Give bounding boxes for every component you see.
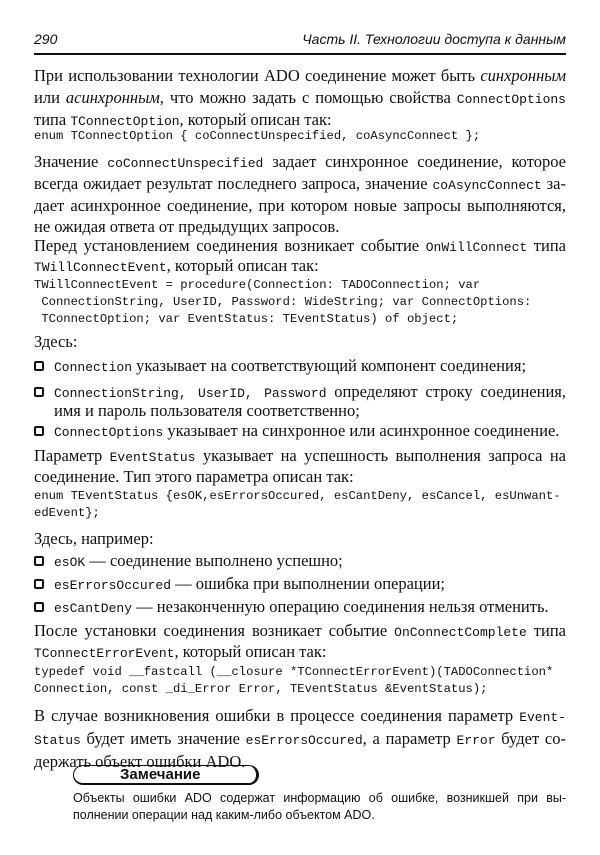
note-title: Замечание — [73, 765, 259, 785]
text-span: определяют строку соединения, — [326, 382, 566, 401]
text-span: Здесь, например: — [34, 529, 154, 548]
code-line: enum TConnectOption { coConnectUnspecified, coAsyncConnect }; — [34, 129, 481, 143]
header-rule — [34, 53, 566, 55]
text-span: , который описан так: — [174, 642, 327, 661]
text-line — [34, 196, 566, 216]
text-line — [34, 529, 566, 549]
text-span: , который описан так: — [179, 110, 332, 129]
text-span: указывает на соответствующий компонент соединения; — [132, 356, 527, 375]
code-identifier: coAsyncConnect — [432, 178, 542, 193]
bullet-square-icon — [34, 579, 44, 589]
text-span: — соединение выполнено успешно; — [85, 551, 343, 570]
list-item — [54, 551, 566, 571]
text-span: соединение. Тип этого параметра описан так: — [34, 467, 354, 486]
text-span: — ошибка при выполнении операции; — [171, 574, 446, 593]
bullet-square-icon — [34, 361, 44, 371]
text-span: имя и пароль пользователя соответственно; — [54, 401, 360, 420]
text-line — [34, 706, 566, 726]
text-span: всегда ожидает результат последнего запроса, значение — [34, 174, 433, 193]
text-span: держать объект ошибки ADO. — [34, 752, 246, 771]
code-identifier: EventStatus — [109, 450, 196, 465]
text-line — [54, 401, 566, 421]
code-identifier: Connection — [54, 360, 133, 375]
code-identifier: Event- — [519, 710, 566, 725]
code-line: edEvent}; — [34, 506, 100, 520]
list-item — [54, 356, 566, 376]
text-line — [34, 446, 566, 466]
code-identifier: Error — [456, 733, 496, 748]
text-span: задает синхронное соединение, которое — [263, 152, 566, 171]
text-span: В случае возникновения ошибки в процессе соединения параметр — [34, 706, 520, 725]
text-line — [34, 467, 566, 487]
text-line — [34, 110, 566, 130]
bullet-square-icon — [34, 387, 44, 397]
code-identifier: Status — [34, 733, 81, 748]
text-span: Здесь: — [34, 332, 78, 351]
text-line — [34, 88, 566, 108]
note-text-line: полнении операции над каким-либо объектом ADO. — [73, 808, 375, 822]
text-span: будет со- — [495, 729, 566, 748]
bullet-square-icon — [34, 556, 44, 566]
text-line — [34, 66, 566, 86]
text-line — [34, 152, 566, 172]
text-span: типа — [527, 236, 566, 255]
text-span: не ожидая ответа от предыдущих запросов. — [34, 217, 340, 236]
text-span: или — [34, 88, 66, 107]
text-span: Перед установлением соединения возникает событие — [34, 236, 426, 255]
code-identifier: esOK — [54, 555, 86, 570]
bullet-square-icon — [34, 602, 44, 612]
code-identifier: esCantDeny — [54, 601, 133, 616]
text-span: , а параметр — [362, 729, 457, 748]
text-span: При использовании технологии ADO соединение может быть — [34, 66, 481, 85]
code-identifier: ConnectionString, UserID, Password — [54, 386, 327, 401]
list-item — [54, 597, 566, 617]
page-number: 290 — [34, 31, 58, 47]
text-span: типа — [526, 621, 566, 640]
code-line: TWillConnectEvent = procedure(Connection: TADOConnection; var — [34, 278, 481, 292]
list-item — [54, 382, 566, 402]
code-identifier: esErrorsOccured — [54, 578, 172, 593]
bullet-square-icon — [34, 426, 44, 436]
text-span: Значение — [34, 152, 108, 171]
note-text-line: Объекты ошибки ADO содержат информацию об ошибке, возникшей при вы- — [73, 791, 566, 805]
text-span: , который описан так: — [166, 256, 319, 275]
code-identifier: coConnectUnspecified — [107, 156, 264, 171]
text-line — [34, 217, 566, 237]
text-line — [34, 174, 566, 194]
code-line: enum TEventStatus {esOK,esErrorsOccured, esCantDeny, esCancel, esUnwant- — [34, 489, 561, 503]
text-line — [34, 621, 566, 641]
text-span: Параметр — [34, 446, 110, 465]
code-identifier: ConnectOptions — [54, 425, 164, 440]
code-identifier: TConnectOption — [70, 114, 180, 129]
text-line — [34, 642, 566, 662]
code-line: typedef void __fastcall (__closure *TConnectErrorEvent)(TADOConnection* — [34, 665, 554, 679]
code-line: ConnectionString, UserID, Password: WideString; var ConnectOptions: — [34, 295, 532, 309]
code-identifier: TWillConnectEvent — [34, 260, 167, 275]
code-identifier: OnConnectComplete — [394, 625, 527, 640]
text-span: типа — [34, 110, 71, 129]
code-line: Connection, const _di_Error Error, TEventStatus &EventStatus); — [34, 682, 488, 696]
text-line — [34, 236, 566, 256]
code-identifier: TConnectErrorEvent — [34, 646, 175, 661]
text-span: дает асинхронное соединение, при котором новые запросы выполняются, — [34, 196, 566, 215]
text-span: После установки соединения возникает событие — [34, 621, 395, 640]
code-identifier: ConnectOptions — [456, 92, 566, 107]
emphasis-text: синхронным — [480, 66, 566, 85]
text-line — [34, 729, 566, 749]
text-line — [34, 332, 566, 352]
list-item — [54, 421, 566, 441]
text-span: указывает на синхронное или асинхронное соединение. — [163, 421, 560, 440]
list-item — [54, 574, 566, 594]
code-line: TConnectOption; var EventStatus: TEventStatus) of object; — [34, 312, 459, 326]
running-title: Часть II. Технологии доступа к данным — [302, 31, 566, 47]
code-identifier: OnWillConnect — [425, 240, 528, 255]
text-span: — незаконченную операцию соединения нельзя отменить. — [132, 597, 549, 616]
text-span: за- — [541, 174, 566, 193]
text-span: будет иметь значение — [80, 729, 246, 748]
text-line — [34, 256, 566, 276]
emphasis-text: асинхронным — [65, 88, 160, 107]
text-span: , что можно задать с помощью свойства — [159, 88, 457, 107]
text-span: указывает на успешность выполнения запроса на — [195, 446, 566, 465]
code-identifier: esErrorsOccured — [245, 733, 363, 748]
